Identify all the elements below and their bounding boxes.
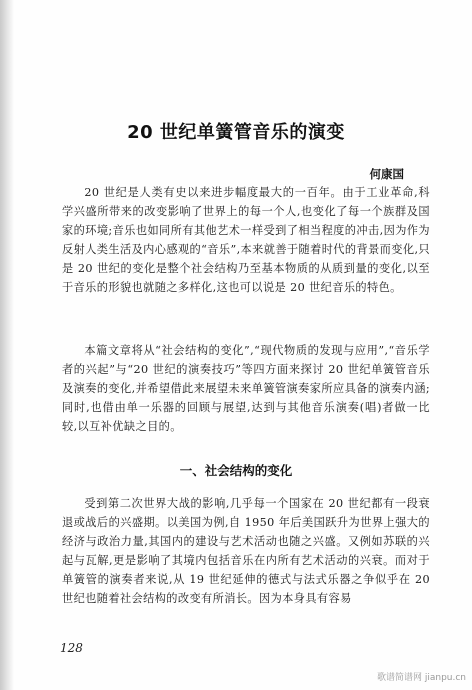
article-title: 20 世纪单簧管音乐的演变 — [127, 122, 345, 143]
intro-paragraph-2: 本篇文章将从“社会结构的变化”,“现代物质的发现与应用”,“音乐学者的兴起”与“20 世纪的演奏技巧”等四方面来探讨 20 世纪单簧管音乐及演奏的变化,并希望借此来展望未来单簧管演奏家所应具备的演奏内涵;同时,也借由单一乐器的回顾与展望,达到与其他音乐演奏(唱)者做一比较,以互补优缺之目的。 — [62, 344, 430, 433]
page-binding-shadow — [0, 0, 14, 690]
section-heading: 一、社会结构的变化 — [179, 463, 293, 478]
intro-paragraph-1: 20 世纪是人类有史以来进步幅度最大的一百年。由于工业革命,科学兴盛所带来的改变影响了世界上的每一个人,也变化了每一个族群及国家的环境;音乐也如同所有其他艺术一样受到了相当程度的冲击,因为作为反射人类生活及内心感观的“音乐”,本来就善于随着时代的背景而变化,只是 20 世纪的变化是整个社会结构乃至基本物质的从质到量的变化,以至于音乐的形貌也就随之多样化,这也可以说是 20 世纪音乐的特色。 — [62, 186, 430, 294]
watermark: 歌谱简谱网 jianpu.cn — [376, 673, 466, 683]
section-paragraph-1: 受到第二次世界大战的影响,几乎每一个国家在 20 世纪都有一段衰退或战后的兴盛期。以美国为例,自 1950 年后美国跃升为世界上强大的经济与政治力量,其国内的建设与艺术活动也随之兴盛。又例如苏联的兴起与瓦解,更是影响了其境内包括音乐在内所有艺术活动的兴衰。而对于单簧管的演奏者来说,从 19 世纪延伸的德式与法式乐器之争似乎在 20 世纪也随着社会结构的改变有所消长。因为本身具有容易 — [62, 497, 430, 605]
article-author: 何康国 — [369, 167, 404, 181]
page-number: 128 — [60, 641, 83, 655]
